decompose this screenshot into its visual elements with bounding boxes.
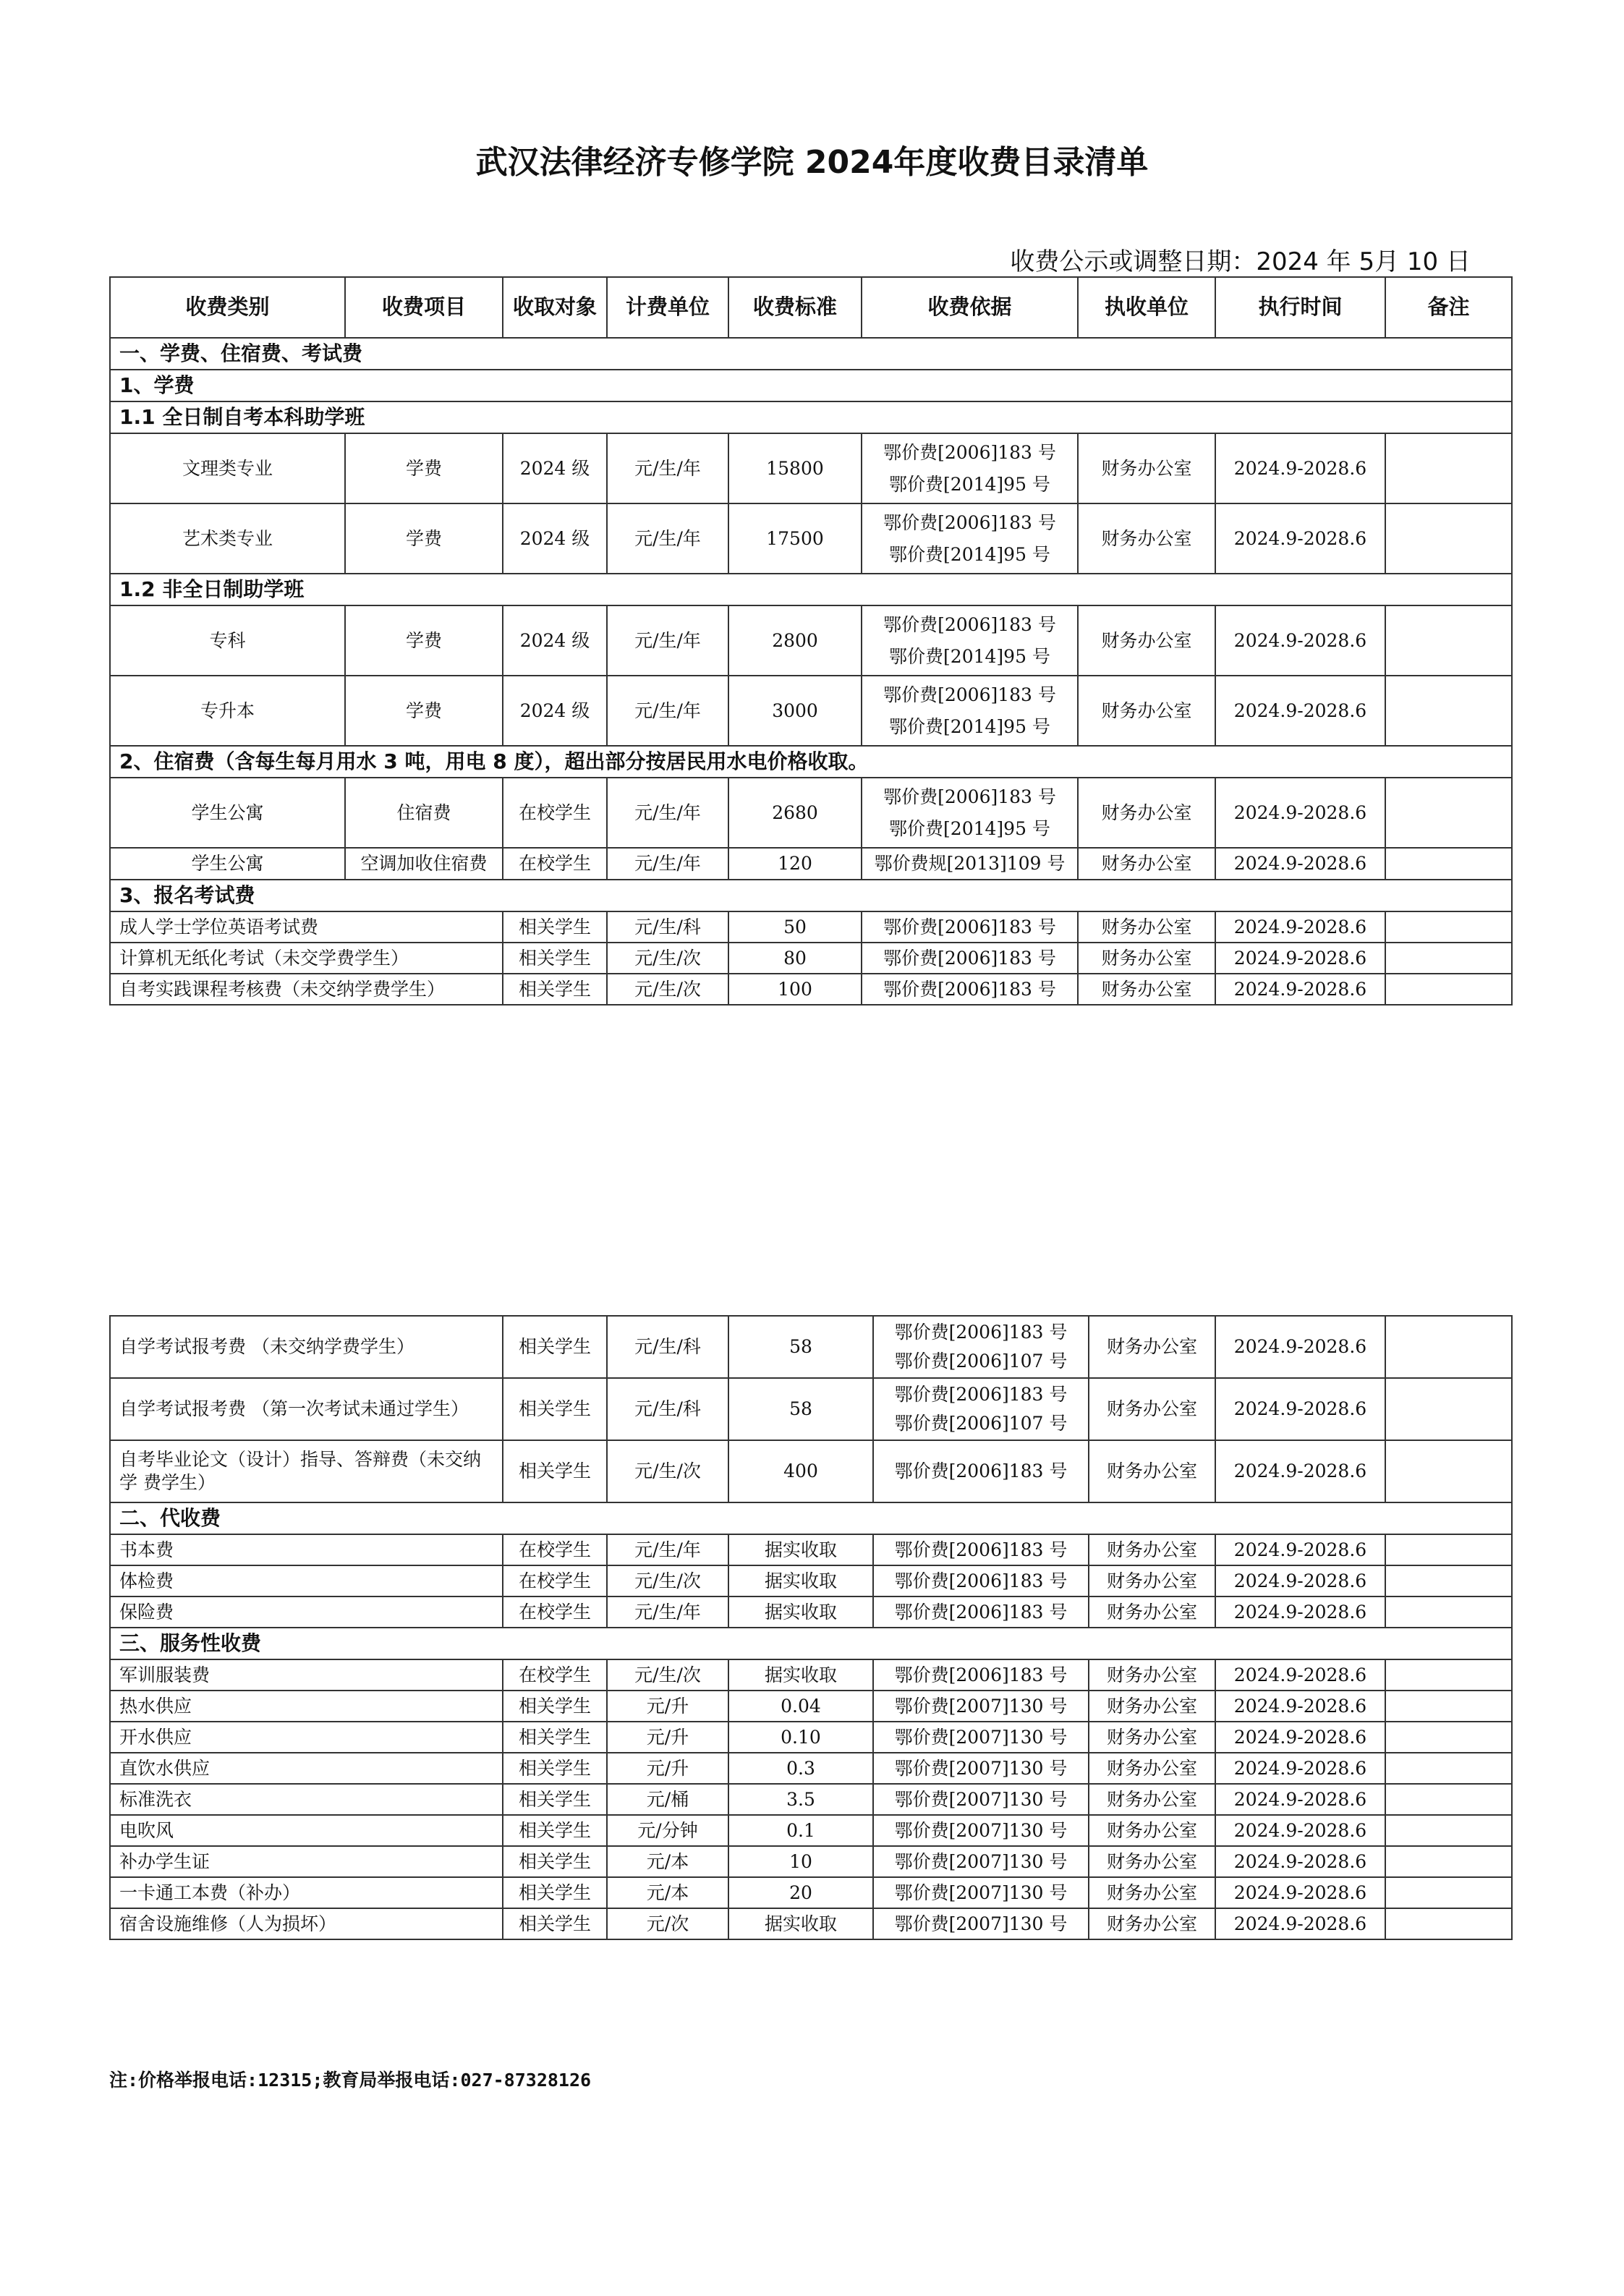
cell-office: 财务办公室 xyxy=(1089,1846,1215,1877)
cell-name: 保险费 xyxy=(110,1596,503,1628)
cell-target: 相关学生 xyxy=(503,1316,607,1378)
table-row xyxy=(110,1784,1512,1815)
cell-unit: 元/升 xyxy=(607,1691,728,1722)
cell-standard: 0.1 xyxy=(728,1815,873,1846)
cell-unit: 元/生/年 xyxy=(607,605,728,676)
table-row xyxy=(110,1534,1512,1565)
cell-office: 财务办公室 xyxy=(1089,1378,1215,1440)
cell-item: 学费 xyxy=(345,433,503,503)
table-row xyxy=(110,503,1512,574)
cell-target: 相关学生 xyxy=(503,1722,607,1753)
cell-unit: 元/生/次 xyxy=(607,974,728,1005)
table-row xyxy=(110,911,1512,943)
cell-target: 在校学生 xyxy=(503,778,607,848)
section-row xyxy=(110,401,1512,433)
section-heading: 3、报名考试费 xyxy=(110,880,1512,911)
cell-remark xyxy=(1385,974,1512,1005)
cell-remark xyxy=(1385,1815,1512,1846)
cell-basis: 鄂价费[2007]130 号 xyxy=(873,1877,1089,1908)
cell-period: 2024.9-2028.6 xyxy=(1215,1722,1385,1753)
cell-unit: 元/生/次 xyxy=(607,1440,728,1502)
basis-line: 鄂价费[2014]95 号 xyxy=(889,645,1050,667)
cell-target: 相关学生 xyxy=(503,974,607,1005)
cell-category: 艺术类专业 xyxy=(110,503,345,574)
cell-standard: 2680 xyxy=(728,778,862,848)
section-row xyxy=(110,1628,1512,1659)
cell-period: 2024.9-2028.6 xyxy=(1215,1753,1385,1784)
cell-standard: 10 xyxy=(728,1846,873,1877)
section-row xyxy=(110,338,1512,370)
header-cell: 收费依据 xyxy=(862,277,1078,338)
cell-office: 财务办公室 xyxy=(1089,1316,1215,1378)
cell-name: 标准洗衣 xyxy=(110,1784,503,1815)
cell-unit: 元/生/科 xyxy=(607,1378,728,1440)
basis-line: 鄂价费[2006]107 号 xyxy=(894,1413,1068,1434)
cell-office: 财务办公室 xyxy=(1089,1784,1215,1815)
cell-basis: 鄂价费[2007]130 号 xyxy=(873,1722,1089,1753)
table-row xyxy=(110,943,1512,974)
cell-target: 相关学生 xyxy=(503,1378,607,1440)
cell-unit: 元/生/年 xyxy=(607,676,728,746)
cell-period: 2024.9-2028.6 xyxy=(1215,1316,1385,1378)
basis-line: 鄂价费[2006]107 号 xyxy=(894,1351,1068,1372)
cell-target: 相关学生 xyxy=(503,911,607,943)
cell-standard: 17500 xyxy=(728,503,862,574)
cell-name: 开水供应 xyxy=(110,1722,503,1753)
cell-period: 2024.9-2028.6 xyxy=(1215,1659,1385,1691)
cell-period: 2024.9-2028.6 xyxy=(1215,1691,1385,1722)
header-cell: 计费单位 xyxy=(607,277,728,338)
cell-office: 财务办公室 xyxy=(1078,943,1215,974)
cell-item: 学费 xyxy=(345,676,503,746)
header-cell: 收取对象 xyxy=(503,277,607,338)
cell-basis: 鄂价费[2007]130 号 xyxy=(873,1753,1089,1784)
cell-standard: 50 xyxy=(728,911,862,943)
basis-line: 鄂价费[2006]183 号 xyxy=(883,786,1056,807)
basis-line: 鄂价费[2006]183 号 xyxy=(883,441,1056,463)
subsection-heading: 1.2 非全日制助学班 xyxy=(110,574,1512,605)
header-cell: 收费项目 xyxy=(345,277,503,338)
cell-remark xyxy=(1385,1753,1512,1784)
page-title: 武汉法律经济专修学院 2024年度收费目录清单 xyxy=(475,144,1149,181)
cell-office: 财务办公室 xyxy=(1078,778,1215,848)
cell-target: 在校学生 xyxy=(503,1659,607,1691)
table-row xyxy=(110,1378,1512,1440)
cell-name: 体检费 xyxy=(110,1565,503,1596)
cell-unit: 元/生/年 xyxy=(607,778,728,848)
table-row xyxy=(110,1815,1512,1846)
cell-name: 自考实践课程考核费（未交纳学费学生） xyxy=(110,974,503,1005)
subsection-heading: 1.1 全日制自考本科助学班 xyxy=(110,401,1512,433)
section-heading: 2、住宿费（含每生每月用水 3 吨，用电 8 度），超出部分按居民用水电价格收取。 xyxy=(110,746,1512,778)
cell-name: 一卡通工本费（补办） xyxy=(110,1877,503,1908)
cell-period: 2024.9-2028.6 xyxy=(1215,778,1385,848)
basis-line: 鄂价费[2006]183 号 xyxy=(883,511,1056,533)
header-cell: 备注 xyxy=(1385,277,1512,338)
cell-target: 相关学生 xyxy=(503,1691,607,1722)
cell-remark xyxy=(1385,1877,1512,1908)
cell-period: 2024.9-2028.6 xyxy=(1215,1534,1385,1565)
cell-unit: 元/升 xyxy=(607,1753,728,1784)
cell-remark xyxy=(1385,1722,1512,1753)
cell-remark xyxy=(1385,1565,1512,1596)
cell-category: 专升本 xyxy=(110,676,345,746)
cell-period: 2024.9-2028.6 xyxy=(1215,1846,1385,1877)
cell-target: 相关学生 xyxy=(503,1815,607,1846)
cell-name: 宿舍设施维修（人为损坏） xyxy=(110,1908,503,1939)
cell-basis: 鄂价费[2006]183 号 xyxy=(873,1534,1089,1565)
cell-name: 书本费 xyxy=(110,1534,503,1565)
cell-office: 财务办公室 xyxy=(1078,911,1215,943)
announcement-date: 收费公示或调整日期：2024 年 5月 10 日 xyxy=(1010,247,1471,276)
basis-line: 鄂价费[2006]183 号 xyxy=(883,684,1056,705)
cell-item: 住宿费 xyxy=(345,778,503,848)
cell-period: 2024.9-2028.6 xyxy=(1215,1877,1385,1908)
fee-table-part-1 xyxy=(109,276,1513,1005)
cell-period: 2024.9-2028.6 xyxy=(1215,433,1385,503)
cell-standard: 据实收取 xyxy=(728,1596,873,1628)
cell-remark xyxy=(1385,1440,1512,1502)
cell-standard: 20 xyxy=(728,1877,873,1908)
cell-standard: 80 xyxy=(728,943,862,974)
cell-basis: 鄂价费[2006]183 号 xyxy=(873,1565,1089,1596)
cell-period: 2024.9-2028.6 xyxy=(1215,676,1385,746)
cell-basis: 鄂价费[2006]183 号 xyxy=(862,974,1078,1005)
section-heading: 1、学费 xyxy=(110,370,1512,401)
cell-category: 专科 xyxy=(110,605,345,676)
table-row xyxy=(110,605,1512,676)
cell-target: 相关学生 xyxy=(503,1877,607,1908)
cell-remark xyxy=(1385,1846,1512,1877)
cell-name: 军训服装费 xyxy=(110,1659,503,1691)
footnote-hotline: 注:价格举报电话:12315;教育局举报电话:027-87328126 xyxy=(109,2070,592,2091)
table-row xyxy=(110,1316,1512,1378)
cell-remark xyxy=(1385,1534,1512,1565)
section-heading: 一、学费、住宿费、考试费 xyxy=(110,338,1512,370)
basis-line: 鄂价费[2014]95 号 xyxy=(889,817,1050,839)
cell-basis: 鄂价费[2006]183 号 xyxy=(862,943,1078,974)
table-row xyxy=(110,778,1512,848)
cell-standard: 0.10 xyxy=(728,1722,873,1753)
cell-name: 成人学士学位英语考试费 xyxy=(110,911,503,943)
table-row xyxy=(110,433,1512,503)
section-row xyxy=(110,880,1512,911)
cell-basis xyxy=(873,1316,1089,1378)
cell-unit: 元/桶 xyxy=(607,1784,728,1815)
cell-remark xyxy=(1385,605,1512,676)
cell-remark xyxy=(1385,1316,1512,1378)
section-heading: 二、代收费 xyxy=(110,1502,1512,1534)
cell-standard: 58 xyxy=(728,1378,873,1440)
cell-basis xyxy=(862,433,1078,503)
cell-target: 在校学生 xyxy=(503,1596,607,1628)
cell-remark xyxy=(1385,1659,1512,1691)
cell-period: 2024.9-2028.6 xyxy=(1215,1378,1385,1440)
cell-office: 财务办公室 xyxy=(1089,1753,1215,1784)
cell-name: 直饮水供应 xyxy=(110,1753,503,1784)
cell-category: 文理类专业 xyxy=(110,433,345,503)
cell-name: 自考毕业论文（设计）指导、答辩费（未交纳学 费学生） xyxy=(110,1440,503,1502)
cell-basis: 鄂价费[2007]130 号 xyxy=(873,1846,1089,1877)
cell-target: 相关学生 xyxy=(503,1908,607,1939)
cell-target: 在校学生 xyxy=(503,1534,607,1565)
cell-standard: 58 xyxy=(728,1316,873,1378)
cell-office: 财务办公室 xyxy=(1078,974,1215,1005)
cell-remark xyxy=(1385,778,1512,848)
cell-unit: 元/生/次 xyxy=(607,943,728,974)
cell-name: 热水供应 xyxy=(110,1691,503,1722)
cell-remark xyxy=(1385,911,1512,943)
basis-line: 鄂价费[2006]183 号 xyxy=(894,1384,1068,1405)
cell-target: 相关学生 xyxy=(503,943,607,974)
cell-name: 计算机无纸化考试（未交学费学生） xyxy=(110,943,503,974)
fee-table-part-2 xyxy=(109,1315,1513,1940)
cell-standard: 400 xyxy=(728,1440,873,1502)
header-cell: 执收单位 xyxy=(1078,277,1215,338)
basis-line: 鄂价费[2014]95 号 xyxy=(889,715,1050,737)
section-row xyxy=(110,746,1512,778)
cell-standard: 据实收取 xyxy=(728,1534,873,1565)
cell-name: 补办学生证 xyxy=(110,1846,503,1877)
table-row xyxy=(110,1691,1512,1722)
cell-remark xyxy=(1385,848,1512,880)
table-header-row xyxy=(110,277,1512,338)
section-row xyxy=(110,370,1512,401)
header-cell: 收费类别 xyxy=(110,277,345,338)
cell-target: 2024 级 xyxy=(503,605,607,676)
basis-line: 鄂价费[2014]95 号 xyxy=(889,543,1050,565)
cell-period: 2024.9-2028.6 xyxy=(1215,605,1385,676)
cell-target: 2024 级 xyxy=(503,503,607,574)
cell-standard: 据实收取 xyxy=(728,1565,873,1596)
cell-office: 财务办公室 xyxy=(1078,605,1215,676)
cell-office: 财务办公室 xyxy=(1078,503,1215,574)
cell-period: 2024.9-2028.6 xyxy=(1215,943,1385,974)
cell-remark xyxy=(1385,433,1512,503)
cell-office: 财务办公室 xyxy=(1089,1691,1215,1722)
cell-remark xyxy=(1385,1908,1512,1939)
table-row xyxy=(110,1908,1512,1939)
cell-target: 相关学生 xyxy=(503,1753,607,1784)
cell-standard: 0.3 xyxy=(728,1753,873,1784)
cell-target: 相关学生 xyxy=(503,1846,607,1877)
cell-unit: 元/分钟 xyxy=(607,1815,728,1846)
cell-unit: 元/生/次 xyxy=(607,1659,728,1691)
cell-remark xyxy=(1385,1784,1512,1815)
cell-period: 2024.9-2028.6 xyxy=(1215,1596,1385,1628)
cell-period: 2024.9-2028.6 xyxy=(1215,503,1385,574)
cell-office: 财务办公室 xyxy=(1089,1659,1215,1691)
cell-remark xyxy=(1385,1596,1512,1628)
cell-unit: 元/生/年 xyxy=(607,1596,728,1628)
cell-name: 电吹风 xyxy=(110,1815,503,1846)
cell-period: 2024.9-2028.6 xyxy=(1215,1815,1385,1846)
cell-unit: 元/本 xyxy=(607,1877,728,1908)
cell-unit: 元/升 xyxy=(607,1722,728,1753)
cell-period: 2024.9-2028.6 xyxy=(1215,911,1385,943)
cell-period: 2024.9-2028.6 xyxy=(1215,974,1385,1005)
table-row xyxy=(110,1596,1512,1628)
table-row xyxy=(110,1846,1512,1877)
cell-period: 2024.9-2028.6 xyxy=(1215,1908,1385,1939)
cell-standard: 15800 xyxy=(728,433,862,503)
cell-period: 2024.9-2028.6 xyxy=(1215,1784,1385,1815)
cell-target: 2024 级 xyxy=(503,433,607,503)
cell-item: 学费 xyxy=(345,503,503,574)
cell-unit: 元/生/年 xyxy=(607,503,728,574)
cell-standard: 100 xyxy=(728,974,862,1005)
cell-basis: 鄂价费[2006]183 号 xyxy=(873,1440,1089,1502)
cell-standard: 3000 xyxy=(728,676,862,746)
table-row xyxy=(110,1753,1512,1784)
cell-name: 自学考试报考费 （未交纳学费学生） xyxy=(110,1316,503,1378)
cell-unit: 元/次 xyxy=(607,1908,728,1939)
cell-basis: 鄂价费[2007]130 号 xyxy=(873,1815,1089,1846)
cell-unit: 元/本 xyxy=(607,1846,728,1877)
table-row xyxy=(110,974,1512,1005)
cell-basis xyxy=(873,1378,1089,1440)
cell-basis: 鄂价费规[2013]109 号 xyxy=(862,848,1078,880)
cell-basis xyxy=(862,503,1078,574)
cell-category: 学生公寓 xyxy=(110,778,345,848)
header-cell: 收费标准 xyxy=(728,277,862,338)
table-row xyxy=(110,848,1512,880)
cell-period: 2024.9-2028.6 xyxy=(1215,1565,1385,1596)
cell-unit: 元/生/次 xyxy=(607,1565,728,1596)
table-row xyxy=(110,1659,1512,1691)
cell-standard: 0.04 xyxy=(728,1691,873,1722)
cell-target: 相关学生 xyxy=(503,1784,607,1815)
basis-line: 鄂价费[2014]95 号 xyxy=(889,473,1050,495)
cell-office: 财务办公室 xyxy=(1089,1815,1215,1846)
cell-unit: 元/生/科 xyxy=(607,911,728,943)
cell-unit: 元/生/年 xyxy=(607,1534,728,1565)
cell-basis xyxy=(862,778,1078,848)
cell-office: 财务办公室 xyxy=(1089,1596,1215,1628)
cell-office: 财务办公室 xyxy=(1089,1565,1215,1596)
section-row xyxy=(110,1502,1512,1534)
cell-unit: 元/生/年 xyxy=(607,433,728,503)
cell-office: 财务办公室 xyxy=(1078,433,1215,503)
cell-basis xyxy=(862,605,1078,676)
cell-standard: 据实收取 xyxy=(728,1908,873,1939)
cell-standard: 3.5 xyxy=(728,1784,873,1815)
cell-target: 相关学生 xyxy=(503,1440,607,1502)
cell-remark xyxy=(1385,676,1512,746)
cell-target: 2024 级 xyxy=(503,676,607,746)
cell-basis: 鄂价费[2007]130 号 xyxy=(873,1691,1089,1722)
cell-period: 2024.9-2028.6 xyxy=(1215,1440,1385,1502)
cell-standard: 据实收取 xyxy=(728,1659,873,1691)
basis-line: 鄂价费[2006]183 号 xyxy=(894,1322,1068,1343)
basis-line: 鄂价费[2006]183 号 xyxy=(883,613,1056,635)
cell-office: 财务办公室 xyxy=(1078,676,1215,746)
cell-item: 空调加收住宿费 xyxy=(345,848,503,880)
cell-office: 财务办公室 xyxy=(1089,1440,1215,1502)
cell-remark xyxy=(1385,1378,1512,1440)
cell-remark xyxy=(1385,1691,1512,1722)
cell-standard: 120 xyxy=(728,848,862,880)
table-row xyxy=(110,1565,1512,1596)
cell-office: 财务办公室 xyxy=(1089,1534,1215,1565)
table-row xyxy=(110,676,1512,746)
section-row xyxy=(110,574,1512,605)
cell-office: 财务办公室 xyxy=(1078,848,1215,880)
cell-basis: 鄂价费[2007]130 号 xyxy=(873,1784,1089,1815)
cell-target: 在校学生 xyxy=(503,848,607,880)
cell-unit: 元/生/年 xyxy=(607,848,728,880)
cell-period: 2024.9-2028.6 xyxy=(1215,848,1385,880)
cell-remark xyxy=(1385,943,1512,974)
cell-category: 学生公寓 xyxy=(110,848,345,880)
cell-basis xyxy=(862,676,1078,746)
cell-office: 财务办公室 xyxy=(1089,1908,1215,1939)
cell-basis: 鄂价费[2006]183 号 xyxy=(862,911,1078,943)
cell-basis: 鄂价费[2006]183 号 xyxy=(873,1596,1089,1628)
header-cell: 执行时间 xyxy=(1215,277,1385,338)
table-row xyxy=(110,1722,1512,1753)
cell-basis: 鄂价费[2006]183 号 xyxy=(873,1659,1089,1691)
cell-unit: 元/生/科 xyxy=(607,1316,728,1378)
cell-basis: 鄂价费[2007]130 号 xyxy=(873,1908,1089,1939)
cell-office: 财务办公室 xyxy=(1089,1722,1215,1753)
cell-target: 在校学生 xyxy=(503,1565,607,1596)
section-heading: 三、服务性收费 xyxy=(110,1628,1512,1659)
cell-name: 自学考试报考费 （第一次考试未通过学生） xyxy=(110,1378,503,1440)
cell-remark xyxy=(1385,503,1512,574)
table-row xyxy=(110,1440,1512,1502)
cell-item: 学费 xyxy=(345,605,503,676)
cell-office: 财务办公室 xyxy=(1089,1877,1215,1908)
cell-standard: 2800 xyxy=(728,605,862,676)
table-row xyxy=(110,1877,1512,1908)
